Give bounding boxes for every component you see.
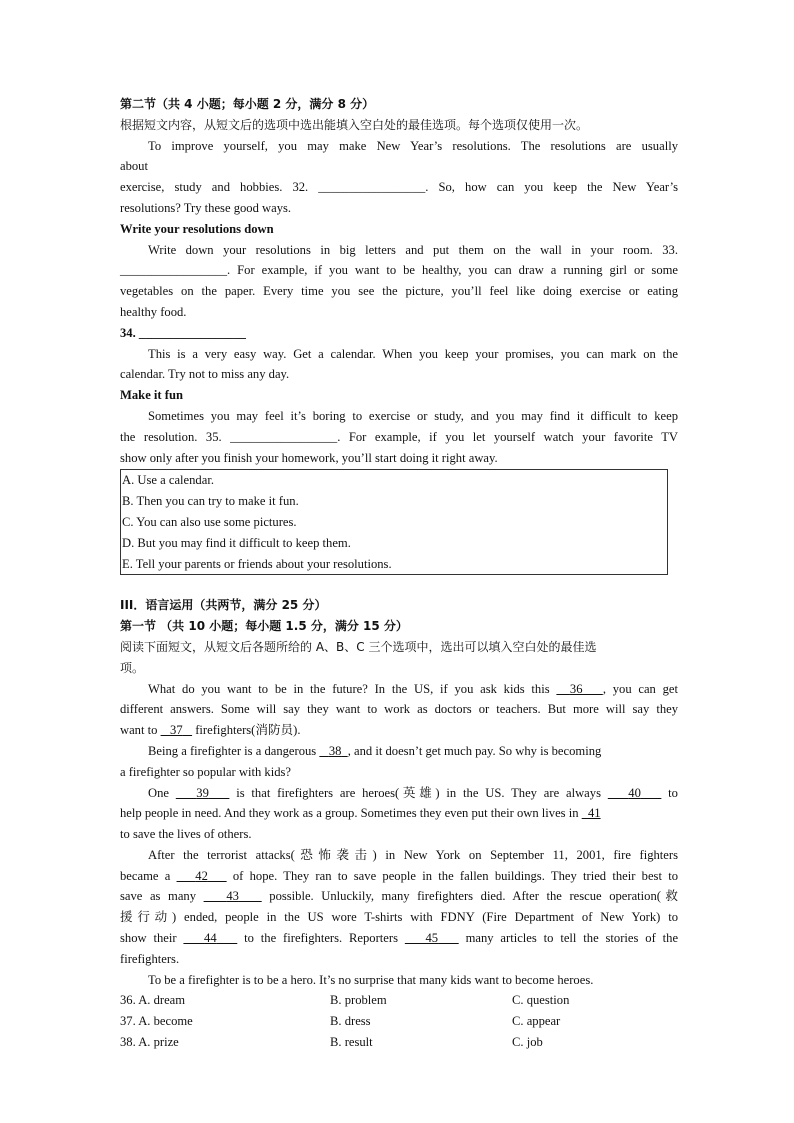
choice-b: B. problem (330, 993, 387, 1008)
cloze-line: Being a firefighter is a dangerous 38 , and it doesn’t get much pay. So why is becoming (148, 743, 602, 758)
choices-table (120, 990, 640, 1052)
option-item: E. Tell your parents or friends about your resolutions. (122, 556, 392, 571)
option-item: D. But you may find it difficult to keep them. (122, 535, 351, 550)
section3-instruction: 阅读下面短文，从短文后各题所给的 A、B、C 三个选项中，选出可以填入空白处的最佳选 (120, 639, 597, 654)
blank-38: 38 (328, 743, 342, 758)
blank-40: 40 (628, 785, 641, 800)
passage-line: To improve yourself, you may make New Year’s resolutions. The resolutions are usually (148, 138, 678, 153)
passage-line: resolutions? Try these good ways. (120, 200, 292, 215)
passage-subheading: Write your resolutions down (120, 221, 274, 236)
cloze-line: different answers. Some will say they want to work as doctors or teachers. But more will say they (120, 702, 678, 717)
choice-c: C. appear (512, 1014, 561, 1029)
section2-heading: 第二节（共 4 小题；每小题 2 分，满分 8 分） (120, 97, 375, 111)
section3-heading: III．语言运用（共两节，满分 25 分） (120, 598, 327, 613)
choice-row (120, 1011, 640, 1032)
blank-43: 43 (226, 889, 239, 904)
cloze-line: What do you want to be in the future? In the US, if you ask kids this 36 , you can get (148, 681, 678, 696)
blank-42: 42 (195, 868, 208, 883)
choice-row (120, 1032, 640, 1053)
passage-line: about (120, 159, 148, 174)
section2-instruction: 根据短文内容，从短文后的选项中选出能填入空白处的最佳选项。每个选项仅使用一次。 (120, 117, 589, 132)
exam-page (120, 94, 678, 1053)
section3-subheading: 第一节 （共 10 小题；每小题 1.5 分，满分 15 分） (120, 619, 408, 634)
cloze-line: After the terrorist attacks(恐怖袭击) in New York on September 11, 2001, fire fighters (148, 847, 678, 862)
option-item: A. Use a calendar. (122, 473, 214, 488)
choice-a: 38. A. prize (120, 1035, 179, 1050)
passage-line: calendar. Try not to miss any day. (120, 367, 290, 382)
passage-line: _________________. For example, if you want to be healthy, you can draw a running girl or some (120, 263, 678, 278)
cloze-line: help people in need. And they work as a group. Sometimes they even put their own lives in 41 (120, 806, 601, 821)
cloze-line: 援行动) ended, people in the US wore T-shirts with FDNY (Fire Department of New York) to (120, 910, 678, 925)
cloze-line: firefighters. (120, 951, 180, 966)
choice-row (120, 990, 640, 1011)
cloze-line: a firefighter so popular with kids? (120, 764, 292, 779)
cloze-line: want to 37 firefighters(消防员). (120, 723, 301, 738)
passage-subheading: 34. _________________ (120, 325, 246, 340)
choice-a: 36. A. dream (120, 993, 186, 1008)
cloze-line: save as many 43 possible. Unluckily, many firefighters died. After the rescue operation(救 (120, 889, 678, 904)
choice-c: C. question (512, 993, 570, 1008)
blank-44: 44 (204, 931, 217, 946)
passage-subheading: Make it fun (120, 388, 183, 403)
cloze-line: One 39 is that firefighters are heroes(英雄) in the US. They are always 40 to (148, 785, 678, 800)
cloze-line: became a 42 of hope. They ran to save people in the fallen buildings. They tried their best to (120, 868, 678, 883)
passage-line: Sometimes you may feel it’s boring to exercise or study, and you may find it difficult to keep (148, 408, 678, 423)
option-item: B. Then you can try to make it fun. (122, 494, 299, 509)
options-box (120, 469, 668, 575)
blank-37: 37 (170, 723, 183, 738)
passage-line: the resolution. 35. _________________. For example, if you let yourself watch your favorite TV (120, 429, 678, 444)
choice-a: 37. A. become (120, 1014, 193, 1029)
choice-b: B. result (330, 1035, 373, 1050)
option-item: C. You can also use some pictures. (122, 514, 297, 529)
blank-45: 45 (425, 931, 439, 946)
section3-instruction: 项。 (120, 660, 145, 675)
passage-line: show only after you finish your homework, you’ll start doing it right away. (120, 450, 498, 465)
passage-line: Write down your resolutions in big letters and put them on the wall in your room. 33. (148, 242, 678, 257)
passage-line: vegetables on the paper. Every time you see the picture, you’ll feel like doing exercise or eating (120, 284, 678, 299)
blank-36: 36 (569, 681, 583, 696)
blank-41: 41 (587, 806, 601, 821)
passage-line: This is a very easy way. Get a calendar. When you keep your promises, you can mark on the (148, 346, 678, 361)
cloze-line: To be a firefighter is to be a hero. It’s no surprise that many kids want to become heroes. (148, 972, 594, 987)
blank-39: 39 (196, 785, 209, 800)
cloze-line: show their 44 to the firefighters. Reporters 45 many articles to tell the stories of the (120, 931, 679, 946)
passage-line: healthy food. (120, 304, 187, 319)
cloze-line: to save the lives of others. (120, 827, 252, 842)
choice-b: B. dress (330, 1014, 371, 1029)
passage-line: exercise, study and hobbies. 32. _________________. So, how can you keep the New Year’s (120, 180, 678, 195)
choice-c: C. job (512, 1035, 543, 1050)
